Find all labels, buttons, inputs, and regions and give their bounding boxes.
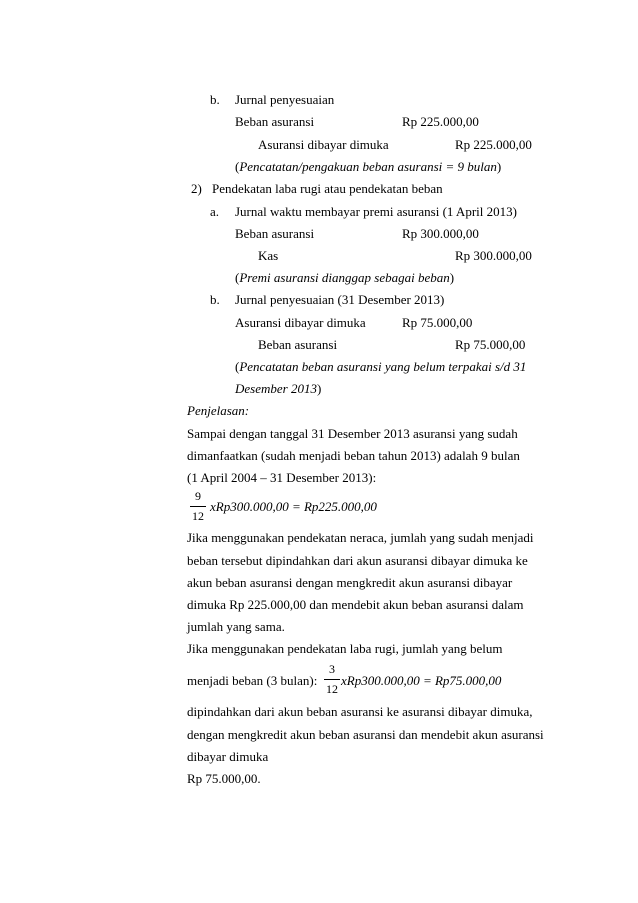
- fraction-denominator: 12: [326, 682, 338, 696]
- item-marker: b.: [210, 292, 220, 307]
- paragraph-line: dibayar dimuka: [187, 749, 269, 764]
- credit-account: Kas: [258, 248, 279, 263]
- fraction-bar: [324, 679, 340, 680]
- paragraph-line: dimuka Rp 225.000,00 dan mendebit akun beban asuransi dalam: [187, 597, 524, 612]
- credit-amount: Rp 225.000,00: [455, 137, 532, 152]
- debit-amount: Rp 300.000,00: [402, 226, 479, 241]
- journal-title: Jurnal penyesuaian (31 Desember 2013): [235, 292, 445, 307]
- fraction-numerator: 9: [195, 489, 201, 503]
- paragraph-line: Jika menggunakan pendekatan neraca, jumlah yang sudah menjadi: [187, 530, 534, 545]
- paragraph-line: dengan mengkredit akun beban asuransi dan mendebit akun asuransi: [187, 727, 544, 742]
- paragraph-line: dipindahkan dari akun beban asuransi ke asuransi dibayar dimuka,: [187, 704, 533, 719]
- paragraph-line: dimanfaatkan (sudah menjadi beban tahun 2013) adalah 9 bulan: [187, 448, 520, 463]
- credit-account: Beban asuransi: [258, 337, 338, 352]
- item-marker: b.: [210, 92, 220, 107]
- credit-account: Asuransi dibayar dimuka: [258, 137, 389, 152]
- fraction-numerator: 3: [329, 662, 335, 676]
- paragraph-line: akun beban asuransi dengan mengkredit akun asuransi dibayar: [187, 575, 513, 590]
- debit-amount: Rp 75.000,00: [402, 315, 473, 330]
- paragraph-line: Rp 75.000,00.: [187, 771, 261, 786]
- paragraph-line: (1 April 2004 – 31 Desember 2013):: [187, 470, 377, 485]
- paragraph-line: Jika menggunakan pendekatan laba rugi, jumlah yang belum: [187, 641, 503, 656]
- debit-account: Beban asuransi: [235, 114, 315, 129]
- debit-account: Asuransi dibayar dimuka: [235, 315, 366, 330]
- item-marker: a.: [210, 204, 220, 219]
- fraction-denominator: 12: [192, 509, 204, 523]
- debit-amount: Rp 225.000,00: [402, 114, 479, 129]
- debit-account: Beban asuransi: [235, 226, 315, 241]
- journal-note: (Pencatatan beban asuransi yang belum terpakai s/d 31: [235, 359, 527, 374]
- paragraph-line: Sampai dengan tanggal 31 Desember 2013 asuransi yang sudah: [187, 426, 518, 441]
- paragraph-line: beban tersebut dipindahkan dari akun asuransi dibayar dimuka ke: [187, 553, 528, 568]
- section-title: Pendekatan laba rugi atau pendekatan beban: [212, 181, 443, 196]
- journal-note-cont: Desember 2013): [235, 381, 322, 396]
- journal-title: Jurnal waktu membayar premi asuransi (1 April 2013): [235, 204, 517, 219]
- formula-expression: xRp300.000,00 = Rp225.000,00: [210, 499, 377, 514]
- journal-title: Jurnal penyesuaian: [235, 92, 335, 107]
- paragraph-line: jumlah yang sama.: [187, 619, 285, 634]
- credit-amount: Rp 300.000,00: [455, 248, 532, 263]
- credit-amount: Rp 75.000,00: [455, 337, 526, 352]
- explanation-heading: Penjelasan:: [187, 403, 250, 418]
- fraction-bar: [190, 506, 206, 507]
- formula-expression: xRp300.000,00 = Rp75.000,00: [341, 673, 502, 688]
- journal-note: (Pencatatan/pengakuan beban asuransi = 9 bulan): [235, 159, 502, 174]
- section-marker: 2): [191, 181, 202, 196]
- journal-note: (Premi asuransi dianggap sebagai beban): [235, 270, 455, 285]
- paragraph-line: menjadi beban (3 bulan):: [187, 673, 318, 688]
